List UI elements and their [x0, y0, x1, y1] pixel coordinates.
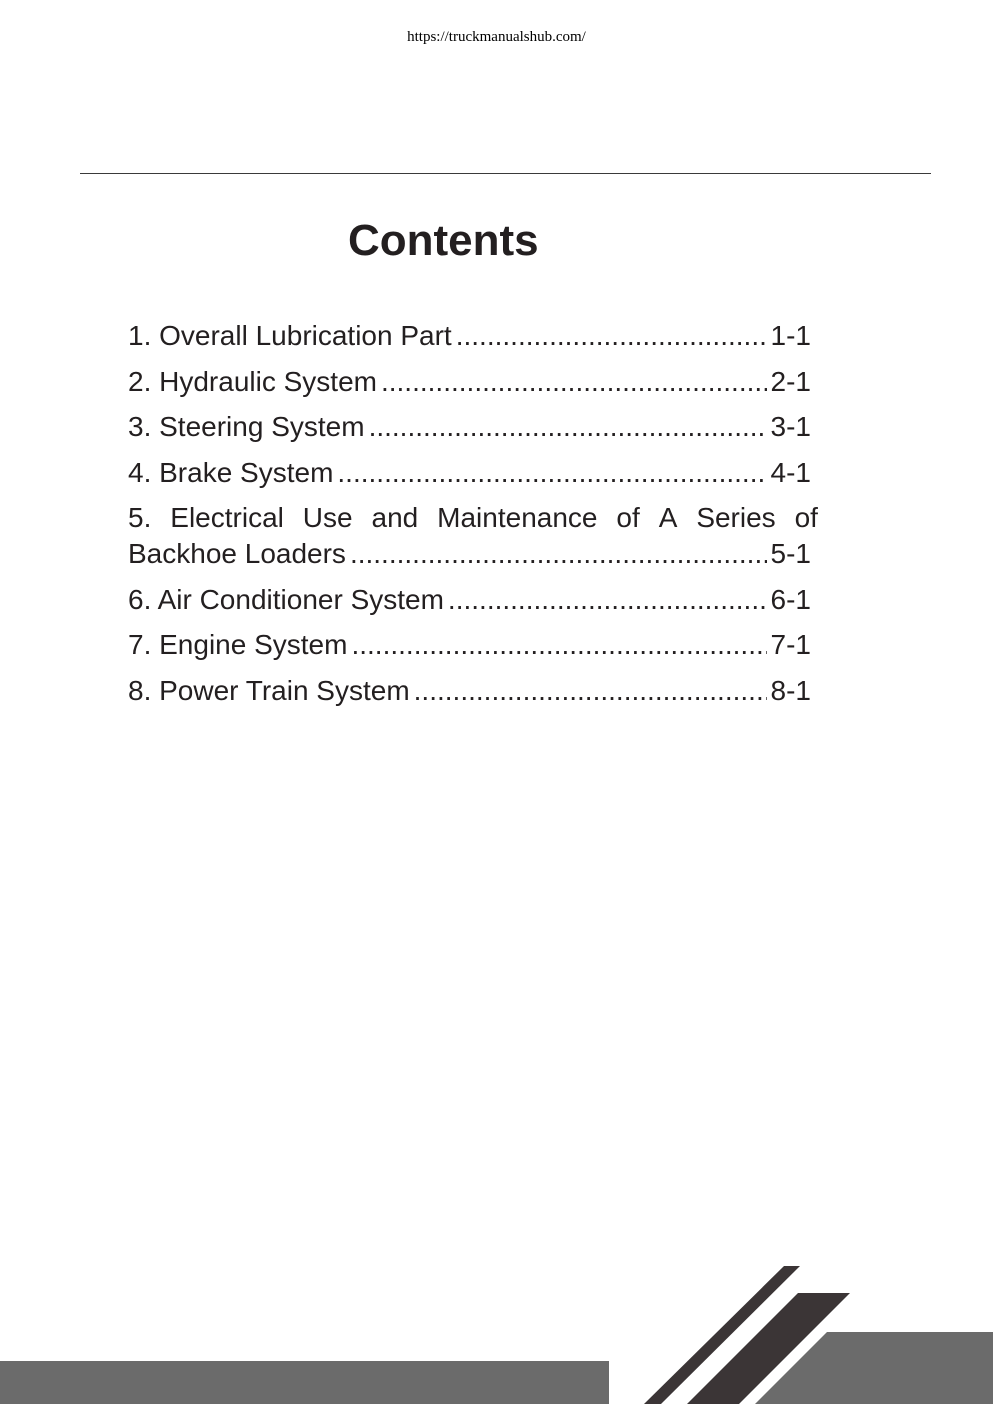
source-url[interactable]: https://truckmanualshub.com/	[407, 29, 586, 45]
toc-word: A	[658, 502, 678, 533]
toc-entry-title: 3. Steering System	[128, 411, 365, 442]
toc-entry-title-line2: Backhoe Loaders	[128, 538, 346, 569]
toc-word: Electrical	[170, 502, 284, 533]
toc-entry-title: 4. Brake System	[128, 456, 334, 488]
toc-entry-page: 4-1	[770, 456, 811, 488]
toc-entry-page: 3-1	[770, 411, 811, 442]
toc-word: Series	[696, 502, 776, 533]
toc-word: 5.	[128, 502, 152, 533]
toc-entry-title: 6. Air Conditioner System	[128, 583, 444, 615]
toc-word: Use	[302, 502, 353, 533]
toc-entry-page: 2-1	[770, 365, 811, 397]
toc-entry-page: 5-1	[770, 538, 811, 569]
toc-entry-page: 8-1	[770, 674, 811, 706]
toc-word: Maintenance	[437, 502, 598, 533]
toc-entry-title: 1. Overall Lubrication Part	[128, 320, 452, 351]
toc-entry-page: 7-1	[770, 629, 811, 660]
toc-entry-title: 8. Power Train System	[128, 674, 410, 706]
toc-entry-title: 7. Engine System	[128, 629, 348, 660]
toc-word: of	[794, 502, 818, 533]
toc-entry-page: 1-1	[770, 320, 811, 351]
toc-entry-title: 2. Hydraulic System	[128, 365, 377, 397]
toc-entry-page: 6-1	[770, 583, 811, 615]
page-title: Contents	[348, 216, 539, 265]
toc-word: and	[371, 502, 419, 533]
toc-word: of	[616, 502, 640, 533]
